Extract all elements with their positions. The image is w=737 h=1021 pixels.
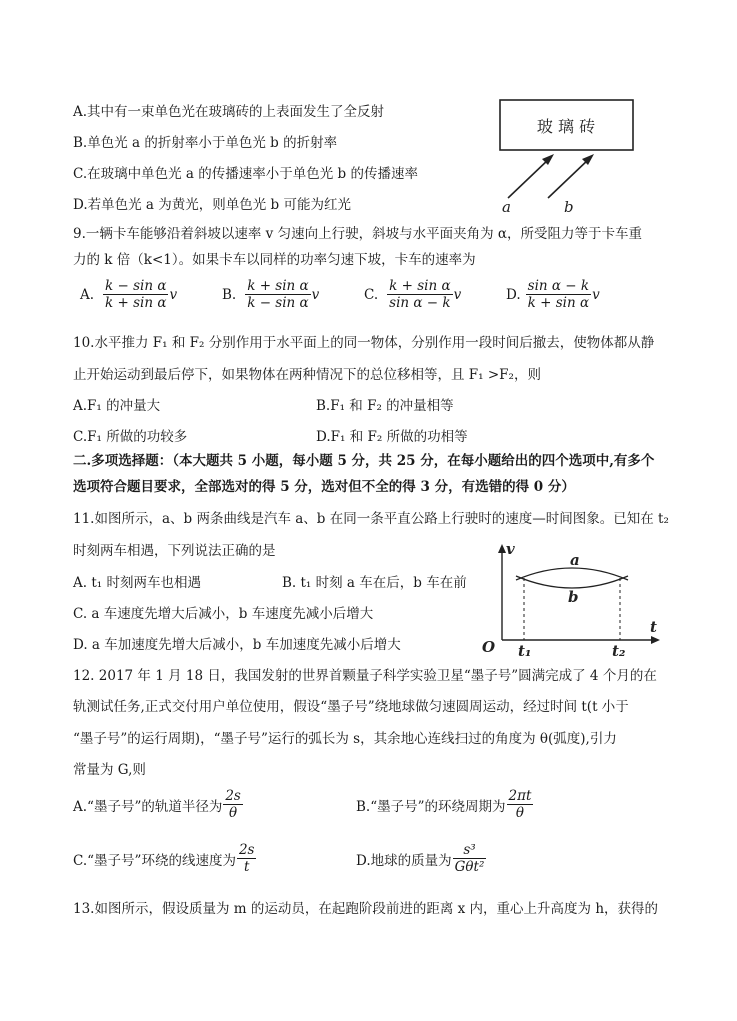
q8-option-d: D.若单色光 a 为黄光，则单色光 b 可能为红光: [73, 197, 351, 213]
vt-y-arrow: [498, 544, 506, 553]
ray-a: [508, 158, 550, 198]
q8-option-c: C.在玻璃中单色光 a 的传播速率小于单色光 b 的传播速率: [73, 166, 418, 182]
q10-stem-line2: 止开始运动到最后停下，如果物体在两种情况下的总位移相等，且 F₁ >F₂，则: [73, 367, 541, 383]
q12-option-d: D.地球的质量为 $\frac{\text{s³}}{\text{Gθt²}}$: [356, 842, 485, 875]
vt-t2-label: t₂: [612, 642, 626, 660]
vt-x-label: t: [650, 618, 657, 636]
q9-stem-line1: 9.一辆卡车能够沿着斜坡以速率 v 匀速向上行驶，斜坡与水平面夹角为 α，所受阻力等于卡车重: [73, 226, 642, 242]
q12-stem-line2: 轨测试任务,正式交付用户单位使用，假设“墨子号”绕地球做匀速圆周运动，经过时间 t(t 小于: [73, 699, 629, 715]
q12-option-c: C.“墨子号”环绕的线速度为 $\frac{2s}{t}$: [73, 842, 255, 875]
q13-stem-line1: 13.如图所示，假设质量为 m 的运动员，在起跑阶段前进的距离 x 内，重心上升高度为 h，获得的: [73, 901, 659, 917]
q11-option-a: A. t₁ 时刻两车也相遇: [73, 575, 201, 591]
q11-stem-line2: 时刻两车相遇，下列说法正确的是: [73, 543, 276, 559]
q9-option-b: B. $\frac{\text{k + sin α}}{\text{k − sin α}}$ v: [222, 278, 320, 311]
q9-stem-line2: 力的 k 倍（k<1）。如果卡车以同样的功率匀速下坡，卡车的速率为: [73, 252, 476, 268]
q10-option-b: B.F₁ 和 F₂ 的冲量相等: [316, 398, 454, 414]
q11-option-d: D. a 车加速度先增大后减小，b 车加速度先减小后增大: [73, 637, 401, 653]
vt-graph-figure: [478, 540, 668, 662]
section2-heading-line2: 选项符合题目要求，全部选对的得 5 分，选对但不全的得 3 分，有选错的得 0 分）: [73, 479, 575, 495]
vt-curve-b-label: b: [568, 588, 579, 606]
q9-option-d: D. $\frac{\text{sin α − k}}{\text{k + sin α}}$ v: [506, 278, 600, 311]
q10-stem-line1: 10.水平推力 F₁ 和 F₂ 分别作用于水平面上的同一物体，分别作用一段时间后撤去，使物体都从静: [73, 335, 655, 351]
q10-option-c: C.F₁ 所做的功较多: [73, 429, 188, 445]
vt-curve-b: [516, 576, 628, 588]
q9-option-a: A. $\frac{\text{k − sin α}}{\text{k + sin α}}$ v: [80, 278, 178, 311]
vt-curve-a: [516, 568, 628, 580]
q11-option-c: C. a 车速度先增大后减小，b 车速度先减小后增大: [73, 606, 374, 622]
section2-heading-line1: 二.多项选择题：（本大题共 5 小题，每小题 5 分，共 25 分，在每小题给出的四个选项中,有多个: [73, 453, 655, 469]
q12-stem-line1: 12. 2017 年 1 月 18 日，我国发射的世界首颗量子科学实验卫星“墨子号”圆满完成了 4 个月的在: [73, 668, 657, 684]
q8-option-a: A.其中有一束单色光在玻璃砖的上表面发生了全反射: [73, 104, 385, 120]
q9-option-c: C. $\frac{\text{k + sin α}}{\text{sin α − k}}$ v: [364, 278, 462, 311]
q8-option-b: B.单色光 a 的折射率小于单色光 b 的折射率: [73, 135, 338, 151]
vt-t1-label: t₁: [518, 642, 532, 660]
ray-b-label: b: [564, 198, 574, 215]
q12-option-b: B.“墨子号”的环绕周期为 $\frac{2\pi t}{\theta}$: [356, 788, 532, 821]
glass-brick-label: 玻 璃 砖: [536, 117, 596, 136]
q12-option-a: A.“墨子号”的轨道半径为 $\frac{2s}{\theta}$: [73, 788, 241, 821]
q10-option-a: A.F₁ 的冲量大: [73, 398, 161, 414]
ray-a-label: a: [502, 198, 511, 215]
q12-stem-line4: 常量为 G,则: [73, 762, 146, 778]
q11-stem-line1: 11.如图所示，a、b 两条曲线是汽车 a、b 在同一条平直公路上行驶时的速度—时间图象。已知在 t₂: [73, 511, 669, 527]
vt-x-arrow: [651, 636, 660, 644]
glass-brick-figure: [468, 90, 648, 215]
ray-b: [548, 158, 590, 198]
q11-option-b: B. t₁ 时刻 a 车在后，b 车在前: [282, 575, 467, 591]
q10-option-d: D.F₁ 和 F₂ 所做的功相等: [316, 429, 468, 445]
vt-origin-label: O: [482, 638, 496, 656]
vt-curve-a-label: a: [570, 551, 580, 569]
vt-y-label: v: [506, 540, 515, 558]
q12-stem-line3: “墨子号”的运行周期)，“墨子号”运行的弧长为 s，其余地心连线扫过的角度为 θ(弧度),引力: [73, 731, 617, 747]
